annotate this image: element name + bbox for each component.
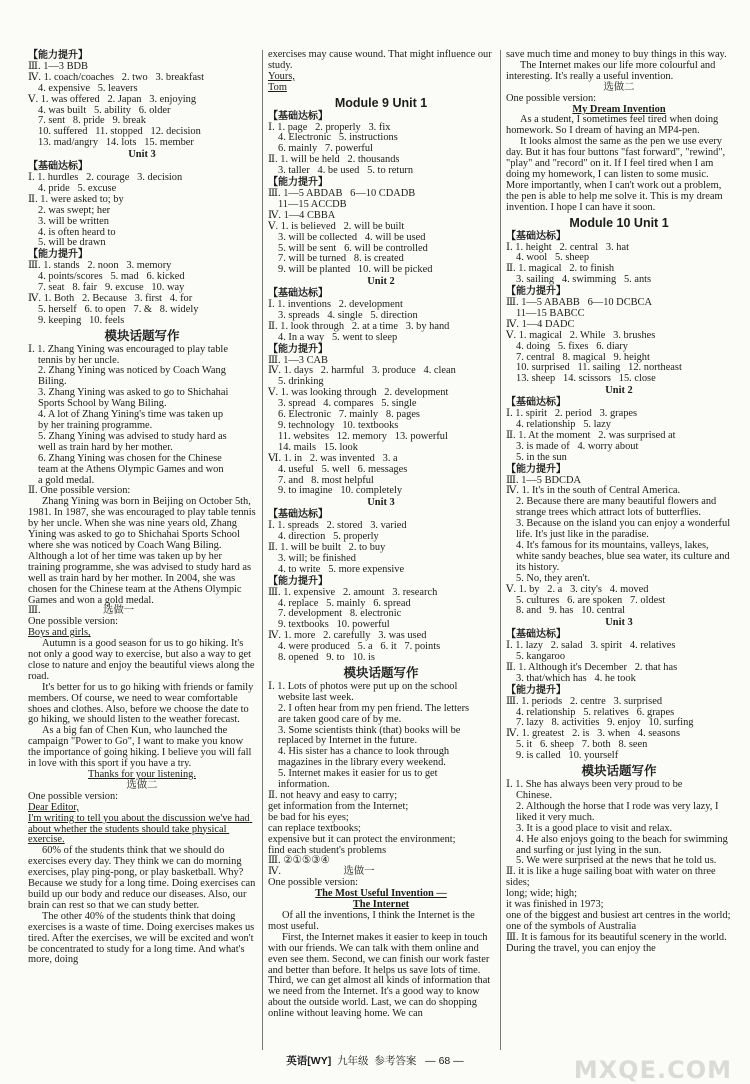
- answer-line: 4. to write 5. more expensive: [278, 563, 405, 575]
- answer-line: Ⅱ. 1. will be held 2. thousands: [268, 154, 400, 166]
- answer-line: 7. sent 8. pride 9. break: [38, 115, 146, 127]
- answer-line: Ⅳ. 1—4 DADC: [506, 318, 575, 330]
- answer-line: 11—15 ACCDB: [278, 198, 347, 210]
- answer-line: team at the Athens Olympic Games and won: [38, 463, 224, 475]
- answer-line: 3. spread 4. compares 5. single: [278, 398, 417, 410]
- answer-line: Ⅱ. 1. will be built 2. to buy: [268, 541, 386, 553]
- module-heading: Module 9 Unit 1: [334, 95, 428, 110]
- answer-line: Ⅰ. 1. inventions 2. development: [268, 299, 403, 311]
- answer-line: 3. Because on the island you can enjoy a wonderful life. It's just like in the paradise.: [516, 518, 733, 541]
- answer-line: 4. It's famous for its mountains, valleys, lakes, white sandy beaches, blue sea water, its culture and its history.: [516, 539, 733, 573]
- essay-paragraph: It's better for us to go hiking with friends or family members. Of course, we need to wear comfortable shoes and clothes. Also, before we choose the date to go hiking, we should listen to the weather forecast.: [28, 681, 256, 726]
- answer-line: Ⅰ. 1. spreads 2. stored 3. varied: [268, 520, 407, 532]
- answer-line: 6. mainly 7. powerful: [278, 143, 373, 155]
- answer-line: 4. A lot of Zhang Yining's time was taken up: [38, 409, 224, 421]
- answer-line: 10. suffered 11. stopped 12. decision: [38, 126, 201, 138]
- answer-line: 5. it 6. sheep 7. both 8. seen: [516, 739, 648, 751]
- column-divider: [262, 50, 263, 1050]
- essay-paragraph: Autumn is a good season for us to go hiking. It's not only a good way to exercise, but also a way to get close to nature and enjoy the beautiful views along the road.: [28, 638, 258, 682]
- answer-line: 3. will be written: [38, 215, 109, 227]
- answer-line: 2. Because there are many beautiful flowers and strange trees which attract lots of butterflies.: [516, 496, 719, 519]
- answer-line: 5. Zhang Yining was advised to study hard as: [38, 430, 227, 442]
- answer-line: One possible version:: [506, 92, 597, 104]
- answer-line: 8. and 9. has 10. central: [516, 605, 626, 617]
- answer-line: well as train hard by her mother.: [38, 441, 173, 453]
- answer-line: 11—15 BABCC: [516, 307, 585, 319]
- answer-line: Ⅱ. 1. were asked to; by: [28, 193, 124, 205]
- answer-line: 4. replace 5. mainly 6. spread: [278, 597, 411, 609]
- unit-heading: Unit 3: [605, 617, 633, 629]
- answer-line: Ⅲ. 1—5 BDCDA: [506, 474, 581, 486]
- answer-line: be bad for his eyes;: [268, 811, 349, 823]
- section-label: 【基础达标】: [506, 230, 566, 242]
- answer-line: 4. doing 5. fixes 6. diary: [516, 340, 628, 352]
- answer-line: Ⅳ. 1. Both 2. Because 3. first 4. for: [28, 292, 193, 304]
- answer-line: 4. useful 5. well 6. messages: [278, 463, 408, 475]
- section-label: 【能力提升】: [268, 575, 328, 587]
- section-label: 【能力提升】: [506, 286, 566, 298]
- answer-line: 3. will be collected 4. will be used: [278, 231, 426, 243]
- answer-line: Sports School by Wang Biling.: [38, 398, 167, 410]
- answer-line: 4. In a way 5. went to sleep: [278, 331, 398, 343]
- answer-line: 7. development 8. electronic: [278, 608, 402, 620]
- answer-line: 4. He also enjoys going to the beach for swimming and surfing or just lying in the sun.: [516, 833, 731, 856]
- answer-line: 9. technology 10. textbooks: [278, 420, 399, 431]
- essay-paragraph: As a big fan of Chen Kun, who launched the campaign "Power to Go", I want to make you know the importance of going hiking. I believe you will fall in love with this sport if you have a try.: [28, 725, 254, 770]
- answer-line: 2. Although the horse that I rode was very lazy, I liked it very much.: [516, 800, 722, 823]
- essay-paragraph: Of all the inventions, I think the Internet is the most useful.: [268, 909, 478, 932]
- answer-line: information.: [278, 779, 330, 791]
- module-heading: 模块话题写作: [581, 764, 657, 779]
- answer-line: 7. will be turned 8. is created: [278, 253, 404, 265]
- answer-line: Ⅲ. 1—5 ABDAB 6—10 CDADB: [268, 187, 416, 199]
- answer-line: it was finished in 1973;: [506, 899, 604, 911]
- column-middle: [268, 50, 494, 1060]
- answer-line: Ⅰ. 1. Lots of photos were put up on the school: [268, 680, 458, 692]
- answer-line: Ⅱ. 1. look through 2. at a time 3. by hand: [268, 320, 450, 332]
- underlined-line: Thanks for your listening.: [88, 769, 196, 780]
- answer-line: One possible version:: [268, 877, 359, 889]
- unit-heading: Unit 2: [367, 276, 395, 288]
- answer-line: are taken good care of by me.: [278, 713, 402, 725]
- answer-line: save much time and money to buy things in this way.: [506, 49, 727, 60]
- essay-title: The Most Useful Invention —: [315, 888, 447, 900]
- answer-line: long; wide; high;: [506, 888, 577, 900]
- answer-line: 3. spreads 4. single 5. direction: [278, 309, 418, 321]
- answer-line: Ⅱ. One possible version:: [28, 485, 131, 497]
- answer-line: One possible version:: [28, 616, 119, 628]
- answer-line: one of the symbols of Australia: [506, 920, 637, 932]
- answer-line: 5. Internet makes it easier for us to get: [278, 768, 438, 780]
- answer-line: 5. will be sent 6. will be controlled: [278, 242, 428, 254]
- answer-line: Ⅲ. 1. expensive 2. amount 3. research: [268, 586, 438, 598]
- answer-line: 5. We were surprised at the news that he told us.: [516, 855, 717, 867]
- answer-line: 9. will be planted 10. will be picked: [278, 264, 433, 276]
- underlined-line: Tom: [268, 81, 287, 93]
- answer-line: Ⅴ. 1. magical 2. While 3. brushes: [506, 329, 656, 341]
- underlined-line: Dear Editor,: [28, 801, 79, 813]
- section-label: 【能力提升】: [268, 343, 328, 355]
- answer-line: Ⅱ. 1. Although it's December 2. that has: [506, 661, 678, 673]
- answer-line: 7. seat 8. fair 9. excuse 10. way: [38, 282, 185, 294]
- answer-line: Ⅲ. 1. periods 2. centre 3. surprised: [506, 695, 663, 707]
- answer-line: Ⅵ. 1. in 2. was invented 3. a: [268, 452, 398, 464]
- answer-line: 3. Zhang Yining was asked to go to Shichahai: [38, 387, 229, 399]
- answer-line: Ⅱ. 1. magical 2. to finish: [506, 263, 615, 275]
- answer-line: Ⅰ. 1. hurdles 2. courage 3. decision: [28, 171, 183, 183]
- answer-line: Ⅴ. 1. was offered 2. Japan 3. enjoying: [28, 93, 197, 105]
- answer-line: 7. central 8. magical 9. height: [516, 351, 650, 363]
- section-label: 【基础达标】: [28, 161, 88, 173]
- answer-line: replaced by Internet in the future.: [278, 735, 418, 747]
- section-label: 【基础达标】: [268, 288, 328, 300]
- answer-line: Biling.: [38, 376, 67, 388]
- answer-line: tennis by her uncle.: [38, 354, 120, 366]
- answer-line: Ⅴ. 1. is believed 2. will be built: [268, 220, 405, 232]
- answer-line: Ⅳ. 选做一: [268, 866, 375, 878]
- footer-label: 参考答案: [374, 1055, 417, 1067]
- answer-line: Ⅲ. ②①⑤③④: [268, 855, 330, 867]
- answer-line: find each student's problems: [268, 844, 387, 856]
- answer-line: Ⅰ. 1. height 2. central 3. hat: [506, 241, 629, 253]
- answer-line: 3. is made of 4. worry about: [516, 440, 639, 452]
- answer-line: 3. sailing 4. swimming 5. ants: [516, 274, 652, 286]
- answer-line: Ⅲ. 1—3 CAB: [268, 354, 328, 366]
- essay-paragraph: As a student, I sometimes feel tired when doing homework. So I dream of having an MP4-pen.: [506, 114, 721, 137]
- answer-line: Ⅳ. 1. greatest 2. is 3. when 4. seasons: [506, 728, 681, 740]
- answer-line: 5. No, they aren't.: [516, 572, 591, 584]
- module-heading: 模块话题写作: [343, 665, 419, 680]
- answer-line: 2. was swept; her: [38, 204, 111, 216]
- section-label: 【能力提升】: [28, 249, 88, 261]
- unit-heading: Unit 2: [605, 385, 633, 397]
- answer-line: 4. His sister has a chance to look through: [278, 746, 450, 758]
- answer-line: 4. wool 5. sheep: [516, 252, 590, 264]
- answer-line: 3. will; be finished: [278, 552, 356, 564]
- answer-line: Ⅰ. 1. spirit 2. period 3. grapes: [506, 408, 638, 420]
- essay-paragraph: First, the Internet makes it easier to keep in touch with our friends. We can talk with them online and even see them. Second, we can finish our work faster and better than before. It helps us save lots of time. Third, we can get almost all kinds of information that we need from the Internet. It's a good way to know about the outside world. Last, we can do shopping online without leaving home. We can: [268, 931, 493, 1020]
- answer-line: 5. drinking: [278, 376, 324, 388]
- answer-line: Ⅱ. it is like a huge sailing boat with water on three sides;: [506, 866, 719, 889]
- answer-line: 6. Zhang Yining was chosen for the Chinese: [38, 452, 222, 464]
- underlined-line: Yours,: [268, 70, 295, 82]
- answer-line: magazines in the library every weekend.: [278, 757, 446, 769]
- answer-line: Ⅳ. 1. It's in the south of Central America.: [506, 485, 681, 497]
- unit-heading: Unit 3: [367, 497, 395, 509]
- answer-line: get information from the Internet;: [268, 800, 409, 812]
- answer-line: 4. is often heard to: [38, 226, 116, 238]
- answer-line: 4. Electronic 5. instructions: [278, 132, 398, 144]
- answer-line: 4. was built 5. ability 6. older: [38, 104, 171, 116]
- answer-line: expensive but it can protect the environment;: [268, 833, 456, 845]
- answer-line: 13. sheep 14. scissors 15. close: [516, 373, 656, 385]
- answer-line: 4. points/scores 5. mad 6. kicked: [38, 271, 185, 283]
- answer-line: 3. Some scientists think (that) books will be: [278, 724, 461, 736]
- column-left: [28, 50, 259, 1060]
- answer-line: 3. that/which has 4. he took: [516, 672, 636, 684]
- answer-line: 3. taller 4. be used 5. to return: [278, 165, 414, 177]
- underlined-line: I'm writing to tell you about the discussion we've had about whether the students should take physical exercise.: [28, 812, 253, 846]
- answer-line: 11. websites 12. memory 13. powerful: [278, 430, 448, 442]
- answer-line: Ⅰ. 1. page 2. properly 3. fix: [268, 121, 391, 133]
- answer-line: 4. direction 5. properly: [278, 531, 379, 543]
- answer-line: Ⅲ. 1. stands 2. noon 3. memory: [28, 260, 172, 272]
- section-label: 【基础达标】: [506, 397, 566, 409]
- section-label: 【基础达标】: [506, 629, 566, 641]
- answer-line: 8. opened 9. to 10. is: [278, 652, 375, 664]
- column-right: [506, 50, 732, 1060]
- answer-line: 2. Zhang Yining was noticed by Coach Wang: [38, 365, 226, 377]
- unit-heading: Unit 3: [128, 149, 156, 161]
- essay-title: My Dream Invention: [572, 103, 666, 115]
- section-label: 【基础达标】: [268, 509, 328, 521]
- essay-paragraph: It looks almost the same as the pen we use every day. But it has four buttons "fast forward", "rewind", "play" and "record" on it. If I feel tired when I am doing my homework, I can listen to some music. More importantly, when I can't work out a problem, the pen is able to help me solve it. This is my dream invention. I hope I can have it soon.: [506, 136, 728, 213]
- underlined-line: Boys and girls,: [28, 627, 91, 639]
- answer-line: 4. were produced 5. a 6. it 7. points: [278, 641, 441, 653]
- answer-line: 2. I often hear from my pen friend. The letters: [278, 702, 470, 714]
- answer-line: 9. textbooks 10. powerful: [278, 619, 390, 631]
- answer-line: 9. to imagine 10. completely: [278, 485, 403, 497]
- option-label: 选做二: [603, 81, 635, 93]
- answer-line: 9. is called 10. yourself: [516, 750, 619, 762]
- column-divider: [500, 50, 501, 1050]
- answer-line: 5. in the sun: [516, 451, 567, 463]
- answer-line: One possible version:: [28, 790, 119, 802]
- answer-line: exercises may cause wound. That might influence our study.: [268, 49, 495, 71]
- module-heading: 模块话题写作: [104, 328, 180, 343]
- answer-line: Ⅴ. 1. was looking through 2. development: [268, 387, 449, 399]
- answer-line: a gold medal.: [38, 474, 95, 486]
- option-label: 选做二: [126, 779, 158, 791]
- answer-line: can replace textbooks;: [268, 822, 361, 834]
- answer-line: 5. cultures 6. are spoken 7. oldest: [516, 594, 666, 606]
- essay-title: The Internet: [352, 899, 410, 911]
- answer-line: 7. and 8. most helpful: [278, 474, 374, 486]
- answer-line: 4. pride 5. excuse: [38, 182, 117, 194]
- answer-line: 3. It is a good place to visit and relax.: [516, 822, 673, 834]
- footer-grade: 九年级: [337, 1055, 369, 1067]
- essay-paragraph: 60% of the students think that we should do exercises every day. They think we can do morning exercises, play ping-pong, or play basketball. Why? Because we study for a long time. Doing exercises can build up our body and reduce our diseases. Also, our brain can rest so that we can study better.: [28, 845, 258, 911]
- answer-line: Ⅲ. 1—3 BDB: [28, 60, 88, 72]
- section-label: 【基础达标】: [268, 110, 328, 122]
- module-heading: Module 10 Unit 1: [569, 215, 669, 230]
- answer-line: 4. relationship 5. relatives 6. grapes: [516, 706, 675, 718]
- answer-line: Ⅲ. 选做一: [28, 605, 135, 617]
- section-label: 【能力提升】: [268, 177, 328, 189]
- answer-line: by her training programme.: [38, 420, 153, 431]
- footer-page-number: — 68 —: [425, 1055, 464, 1067]
- answer-line: 13. mad/angry 14. lots 15. member: [38, 137, 194, 149]
- essay-paragraph: The Internet makes our life more colourful and interesting. It's really a useful invention.: [506, 59, 718, 82]
- answer-line: Ⅱ. not heavy and easy to carry;: [268, 790, 398, 801]
- answer-line: Ⅳ. 1. coach/coaches 2. two 3. breakfast: [28, 71, 204, 83]
- section-label: 【能力提升】: [28, 50, 88, 61]
- answer-line: 5. kangaroo: [516, 651, 566, 663]
- essay-paragraph: Zhang Yining was born in Beijing on October 5th, 1981. In 1987, she was encouraged to play table tennis by her uncle. When she was nine years old, Zhang Yining was asked to go to Shichahai Sports School where she was noticed by Coach Wang Biling. Although a lot of her time was taken up by her training programme, she was advised to study hard as well as train hard by her mother. In 2004, she was chosen for the Chinese team at the Athens Olympic Games and won a gold medal.: [28, 496, 259, 606]
- answer-line: Ⅴ. 1. by 2. a 3. city's 4. moved: [506, 583, 649, 595]
- answer-line: Ⅱ. 1. At the moment 2. was surprised at: [506, 429, 676, 441]
- answer-line: Ⅰ. 1. She has always been very proud to be: [506, 779, 683, 791]
- answer-line: Ⅰ. 1. Zhang Yining was encouraged to play table: [28, 343, 228, 355]
- answer-line: 6. Electronic 7. mainly 8. pages: [278, 409, 420, 421]
- answer-line: 4. expensive 5. leavers: [38, 82, 138, 94]
- answer-line: Ⅲ. It is famous for its beautiful scenery in the world. During the travel, you can enjoy the: [506, 931, 730, 954]
- answer-line: Ⅰ. 1. lazy 2. salad 3. spirit 4. relatives: [506, 640, 676, 652]
- answer-line: 7. lazy 8. activities 9. enjoy 10. surfing: [516, 717, 694, 729]
- answer-line: website last week.: [278, 691, 354, 703]
- site-watermark-logo: MXQE.COM: [573, 1056, 732, 1084]
- section-label: 【能力提升】: [506, 684, 566, 696]
- answer-line: Ⅳ. 1. more 2. carefully 3. was used: [268, 630, 427, 642]
- section-label: 【能力提升】: [506, 463, 566, 475]
- answer-line: Ⅳ. 1. days 2. harmful 3. produce 4. clean: [268, 365, 456, 377]
- answer-line: Chinese.: [516, 790, 553, 801]
- answer-line: 14. mails 15. look: [278, 441, 358, 453]
- answer-line: 9. keeping 10. feels: [38, 314, 125, 326]
- answer-line: Ⅳ. 1—4 CBBA: [268, 209, 336, 221]
- answer-line: 10. surprised 11. sailing 12. northeast: [516, 362, 682, 374]
- answer-line: one of the biggest and busiest art centres in the world;: [506, 909, 731, 921]
- answer-line: 4. relationship 5. lazy: [516, 419, 611, 430]
- answer-line: Ⅲ. 1—5 ABABB 6—10 DCBCA: [506, 297, 652, 309]
- answer-line: 5. herself 6. to open 7. & 8. widely: [38, 303, 199, 315]
- top-watermark: [300, 6, 520, 24]
- answer-line: 5. will be drawn: [38, 237, 106, 249]
- essay-paragraph: The other 40% of the students think that doing exercises is a waste of time. Doing exercises makes us tired. After the exercises, we will be excited and won't be concentrated to study for a long time. And what's more, doing: [28, 910, 257, 966]
- footer-subject: 英语[WY]: [286, 1055, 332, 1067]
